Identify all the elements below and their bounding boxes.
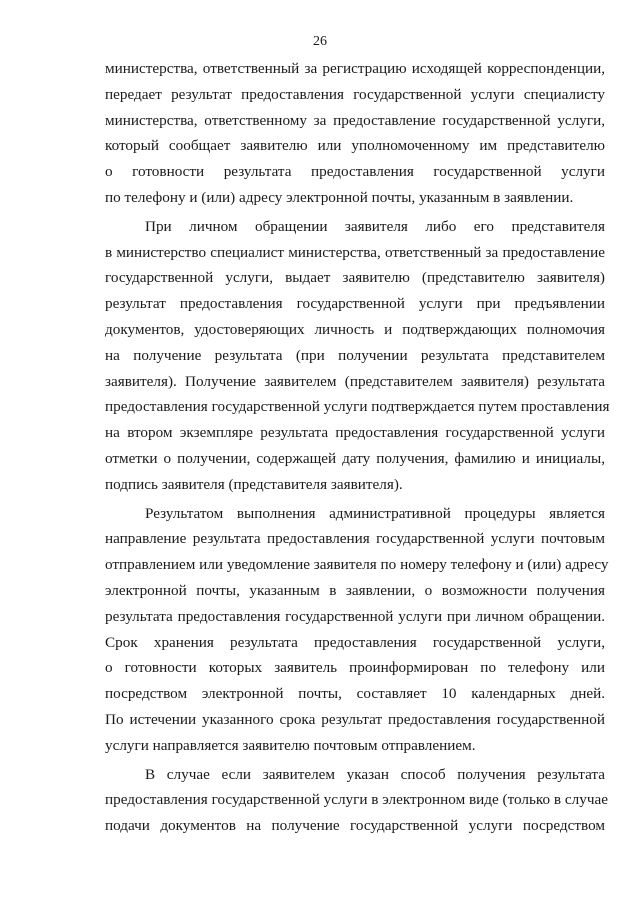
text-line: государственной услуги, выдает заявителю (представителю заявителя)	[105, 269, 605, 287]
text-line: Срок хранения результата предоставления государственной услуги,	[105, 633, 605, 651]
text-line: на получение результата (при получении результата представителем	[105, 346, 605, 364]
text-line: электронной почты, указанным в заявлении, о возможности получения	[105, 581, 605, 599]
text-line: По истечении указанного срока результат предоставления государственной	[105, 710, 605, 728]
text-line: на втором экземпляре результата предоставления государственной услуги	[105, 424, 605, 442]
text-line: предоставления государственной услуги подтверждается путем проставления	[105, 398, 610, 416]
text-line: в министерство специалист министерства, ответственный за предоставление	[105, 243, 605, 261]
text-line: услуги направляется заявителю почтовым отправлением.	[105, 736, 476, 754]
text-line: результата предоставления государственной услуги при личном обращении.	[105, 607, 605, 625]
text-line: предоставления государственной услуги в электронном виде (только в случае	[105, 791, 608, 809]
paragraph	[105, 501, 609, 759]
paragraph	[105, 762, 608, 839]
document-body	[105, 56, 610, 839]
text-line: При личном обращении заявителя либо его представителя	[145, 217, 605, 235]
text-line: о готовности результата предоставления государственной услуги	[105, 163, 605, 181]
text-line: В случае если заявителем указан способ получения результата	[145, 765, 605, 783]
text-line: заявителя). Получение заявителем (представителем заявителя) результата	[105, 372, 605, 390]
text-line: министерства, ответственный за регистрацию исходящей корреспонденции,	[105, 60, 605, 77]
text-line: который сообщает заявителю или уполномоченному им представителю	[105, 137, 605, 155]
text-line: отправлением или уведомление заявителя по номеру телефону и (или) адресу	[105, 556, 609, 574]
text-line: документов, удостоверяющих личность и подтверждающих полномочия	[105, 320, 605, 338]
text-line: о готовности которых заявитель проинформирован по телефону или	[105, 659, 605, 677]
text-line: направление результата предоставления государственной услуги почтовым	[105, 530, 605, 548]
text-line: посредством электронной почты, составляет 10 календарных дней.	[105, 685, 605, 703]
paragraph	[105, 214, 610, 498]
text-line: Результатом выполнения административной процедуры является	[145, 504, 605, 522]
text-line: по телефону и (или) адресу электронной почты, указанным в заявлении.	[105, 188, 574, 206]
page-number: 26	[313, 34, 327, 49]
text-line: подпись заявителя (представителя заявителя).	[105, 475, 403, 493]
text-line: передает результат предоставления государственной услуги специалисту	[105, 85, 605, 103]
paragraph	[105, 56, 605, 211]
text-line: министерства, ответственному за предоставление государственной услуги,	[105, 111, 605, 129]
text-line: подачи документов на получение государственной услуги посредством	[105, 817, 605, 835]
text-line: результат предоставления государственной услуги при предъявлении	[105, 295, 605, 313]
text-line: отметки о получении, содержащей дату получения, фамилию и инициалы,	[105, 449, 605, 467]
